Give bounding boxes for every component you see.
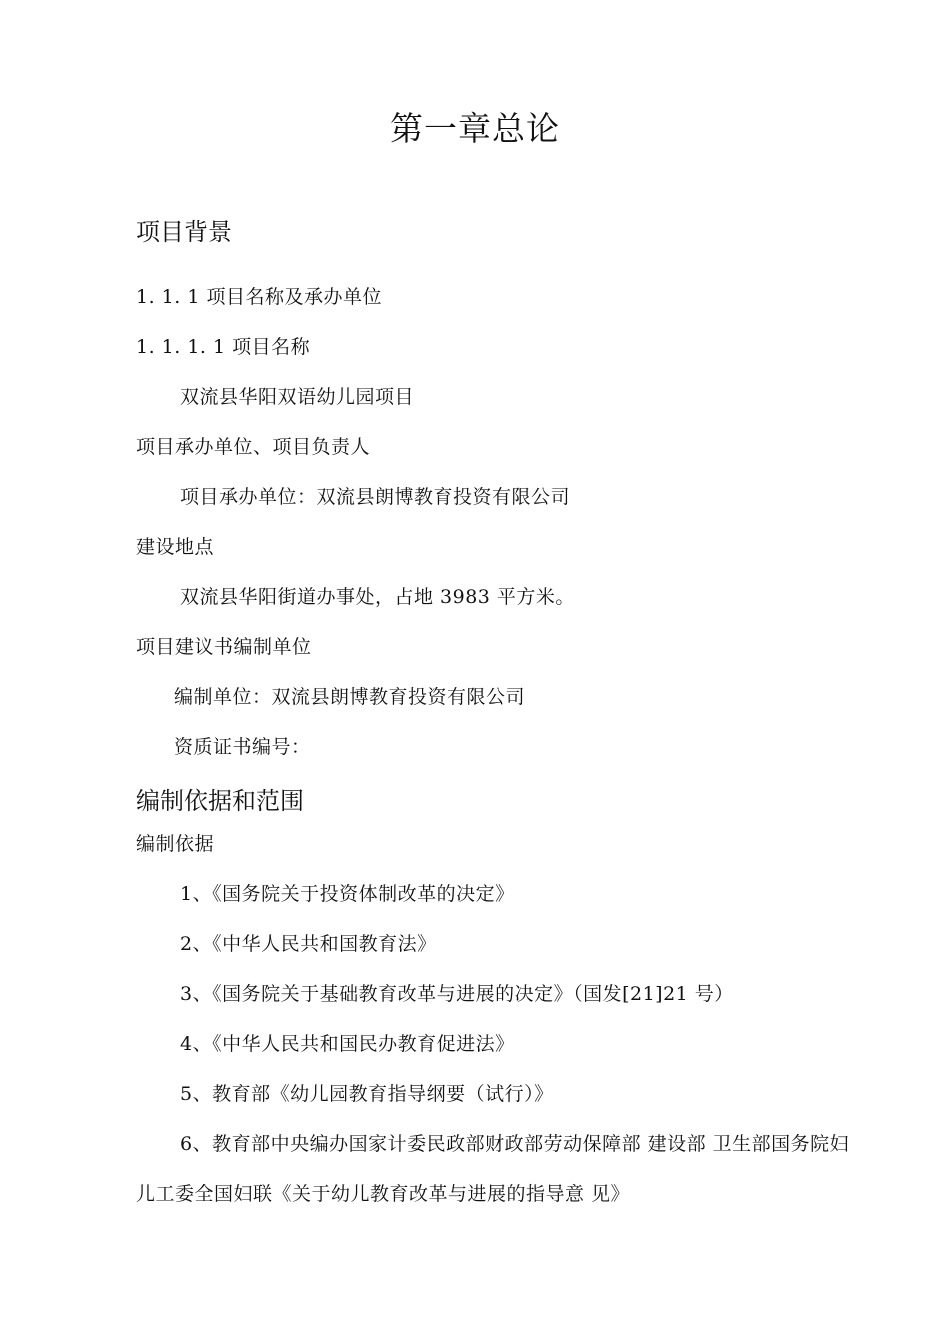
compiler-text: 编制单位：双流县朗博教育投资有限公司 [174, 686, 526, 708]
list-item: 1、《国务院关于投资体制改革的决定》 [180, 883, 515, 905]
list-item-continuation: 儿工委全国妇联《关于幼儿教育改革与进展的指导意 见》 [136, 1183, 631, 1205]
subsection-1-1-1: 1. 1. 1 项目名称及承办单位 [136, 286, 382, 308]
list-item: 5、教育部《幼儿园教育指导纲要（试行）》 [180, 1083, 554, 1105]
section-heading-background: 项目背景 [136, 218, 232, 246]
undertaker-text: 项目承办单位：双流县朗博教育投资有限公司 [180, 486, 571, 508]
list-item: 6、教育部中央编办国家计委民政部财政部劳动保障部 建设部 卫生部国务院妇 [180, 1133, 850, 1155]
subsection-1-1-1-1: 1. 1. 1. 1 项目名称 [136, 336, 311, 358]
list-item: 4、《中华人民共和国民办教育促进法》 [180, 1033, 515, 1055]
certificate-text: 资质证书编号： [174, 736, 311, 758]
list-item: 2、《中华人民共和国教育法》 [180, 933, 437, 955]
basis-subheading: 编制依据 [136, 833, 215, 855]
location-heading: 建设地点 [136, 536, 215, 558]
section-heading-basis: 编制依据和范围 [136, 787, 304, 815]
undertaker-heading: 项目承办单位、项目负责人 [136, 436, 371, 458]
location-text: 双流县华阳街道办事处，占地 3983 平方米。 [180, 586, 575, 608]
list-item: 3、《国务院关于基础教育改革与进展的决定》（国发[21]21 号） [180, 983, 734, 1005]
chapter-title: 第一章总论 [390, 109, 560, 148]
compiler-heading: 项目建议书编制单位 [136, 636, 312, 658]
project-name-text: 双流县华阳双语幼儿园项目 [180, 386, 415, 408]
